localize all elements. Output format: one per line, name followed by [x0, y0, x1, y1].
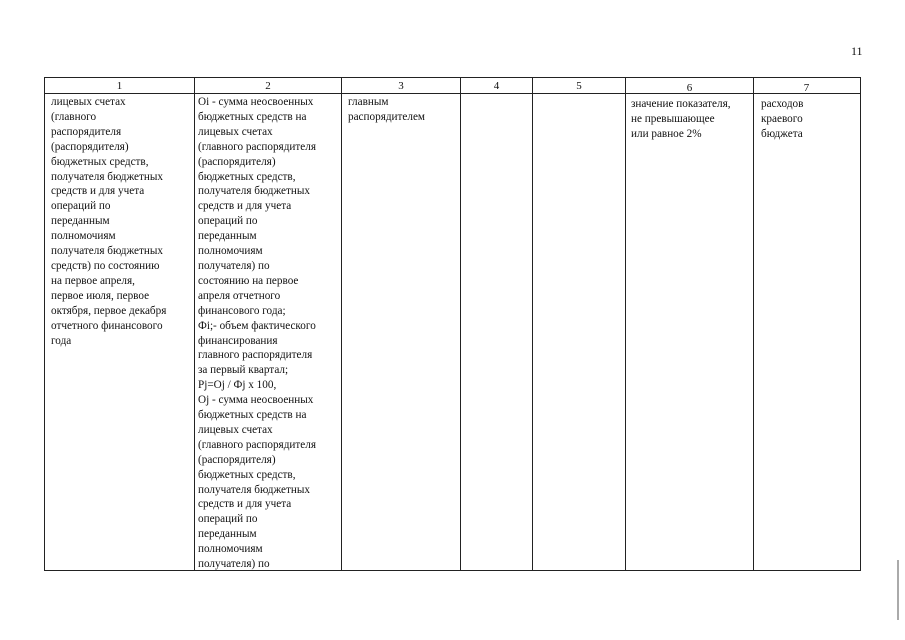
header-col-1: 1 — [116, 80, 123, 92]
cell-col-6: значение показателя, не превышающее или равное 2% — [631, 98, 731, 140]
column-divider — [532, 78, 533, 570]
column-divider — [625, 78, 626, 570]
header-col-6: 6 — [686, 82, 693, 94]
column-divider — [341, 78, 342, 570]
scan-edge-mark — [897, 560, 899, 620]
cell-col-2: Oi - сумма неосвоенных бюджетных средств на лицевых счетах (главного распорядителя (распорядителя) бюджетных средств, получателя бюджетных средств и для учета операций по переданным полномочиям получателя) по состоянию на первое апреля отчетного финансового года; Фi;- объем фактического финансирования главного распорядителя за первый квартал; Pj=Oj / Фj x 100, Oj - сумма неосвоенных бюджетных средств на лицевых счетах (главного распорядителя (распорядителя) бюджетных средств, получателя бюджетных средств и для учета операций по переданным полномочиям получателя) по — [198, 96, 316, 571]
column-divider — [194, 78, 195, 570]
page-number: 11 — [851, 44, 863, 58]
data-table — [44, 77, 861, 571]
header-col-7: 7 — [803, 82, 810, 94]
column-divider — [753, 78, 754, 570]
header-col-4: 4 — [493, 80, 500, 92]
column-divider — [460, 78, 461, 570]
header-col-2: 2 — [265, 80, 271, 92]
header-col-5: 5 — [576, 80, 582, 92]
cell-col-7: расходов краевого бюджета — [761, 98, 804, 140]
header-col-3: 3 — [398, 80, 404, 92]
cell-col-3: главным распорядителем — [348, 96, 426, 123]
cell-col-1: лицевых счетах (главного распорядителя (распорядителя) бюджетных средств, получателя бюджетных средств и для учета операций по переданным полномочиям получателя бюджетных средств) по состоянию на первое апреля, первое июля, первое октября, первое декабря отчетного финансового года — [51, 96, 167, 347]
